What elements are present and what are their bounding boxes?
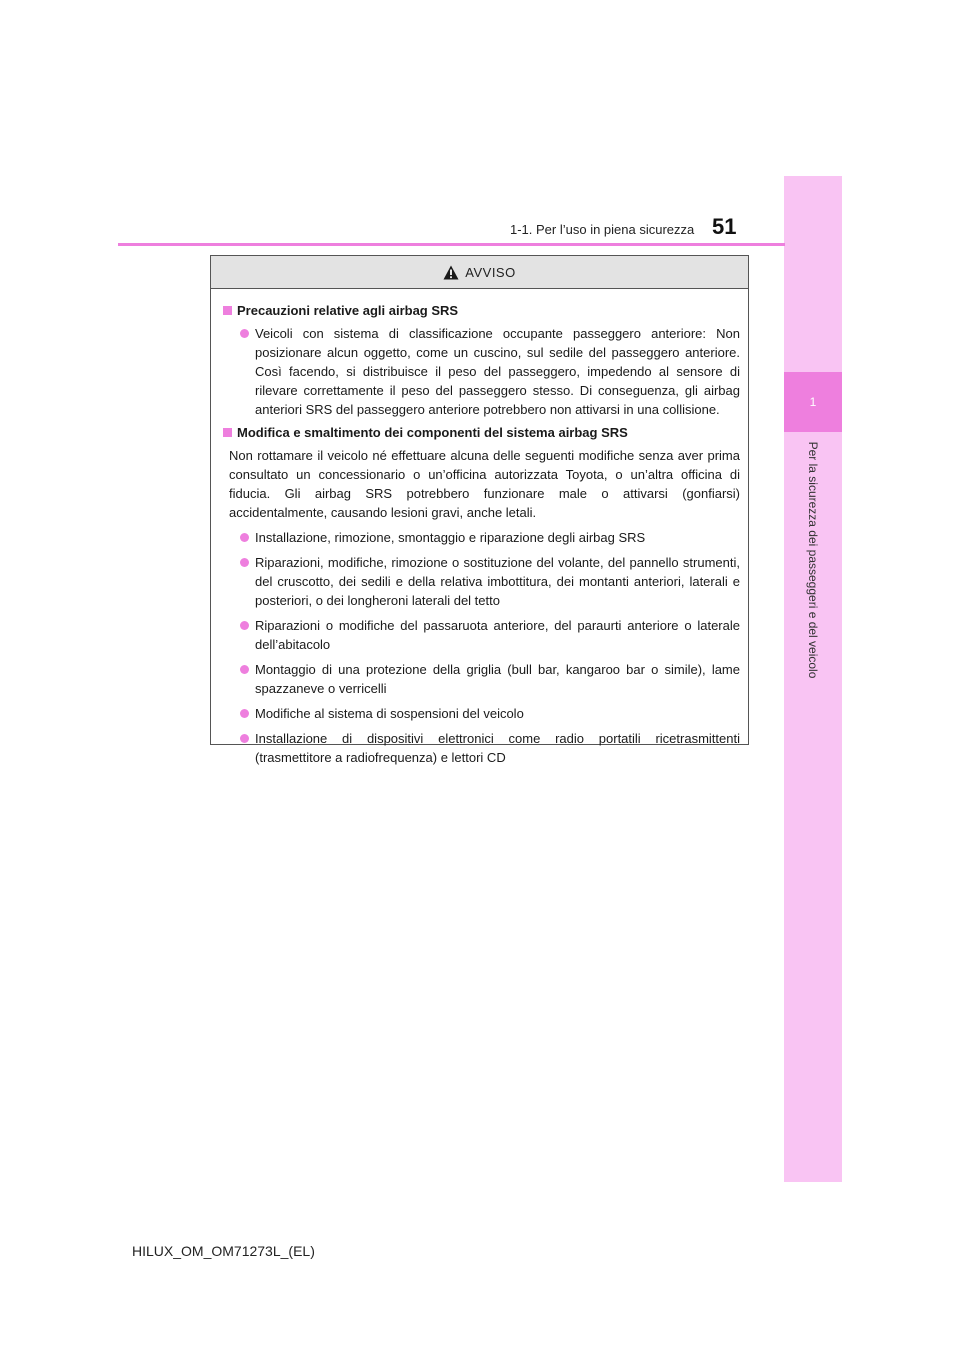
warning-header	[211, 256, 748, 289]
section-heading	[223, 423, 740, 442]
list-item	[223, 616, 740, 654]
warning-triangle-icon	[443, 265, 459, 280]
square-bullet-icon	[223, 306, 232, 315]
round-bullet-icon	[240, 665, 249, 674]
header-rule	[118, 243, 785, 246]
list-item	[223, 704, 740, 723]
round-bullet-icon	[240, 558, 249, 567]
list-item	[223, 729, 740, 767]
round-bullet-icon	[240, 709, 249, 718]
list-item-text: Installazione, rimozione, smontaggio e riparazione degli airbag SRS	[255, 530, 646, 545]
round-bullet-icon	[240, 329, 249, 338]
list-item-text: Modifiche al sistema di sospensioni del veicolo	[255, 706, 524, 721]
section-heading-text: Precauzioni relative agli airbag SRS	[237, 303, 459, 318]
warning-label: AVVISO	[465, 264, 516, 280]
round-bullet-icon	[240, 621, 249, 630]
chapter-title: Per la sicurezza dei passeggeri e del veicolo	[806, 441, 820, 679]
warning-body	[211, 289, 748, 767]
page-number: 51	[712, 214, 737, 239]
list-item-text: Riparazioni, modifiche, rimozione o sostituzione del volante, del pannello strumenti, del cruscotto, dei sedili e della relativa imbottitura, dei montanti anteriori, laterali e posteriori, o dei longheroni laterali del tetto	[255, 555, 740, 608]
section-paragraph: Non rottamare il veicolo né effettuare alcuna delle seguenti modifiche senza aver prima consultato un concessionario o un’officina autorizzata Toyota, o un’altra officina di fiducia. Gli airbag SRS potrebbero funzionare male o attivarsi (gonfiarsi) accidentalmente, causando lesioni gravi, anche letali.	[229, 448, 740, 520]
section-heading	[223, 301, 740, 320]
chapter-number-tab	[784, 372, 842, 432]
round-bullet-icon	[240, 533, 249, 542]
document-code: HILUX_OM_OM71273L_(EL)	[132, 1243, 315, 1259]
list-item	[223, 553, 740, 610]
section-title: 1-1. Per l’uso in piena sicurezza	[510, 222, 695, 237]
list-item-text: Veicoli con sistema di classificazione occupante passeggero anteriore: Non posizionare alcun oggetto, come un cuscino, sul sedile del passeggero anteriore. Così facendo, si distribuisce il peso del passeggero, impedendo al sensore di rilevare correttamente il peso del passeggero stesso. Di conseguenza, gli airbag anteriori SRS del passeggero anteriore potrebbero non attivarsi in una collisione.	[255, 326, 740, 417]
section-heading-text: Modifica e smaltimento dei componenti del sistema airbag SRS	[237, 425, 628, 440]
list-item	[223, 324, 740, 419]
list-item-text: Montaggio di una protezione della griglia (bull bar, kangaroo bar o simile), lame spazzaneve o verricelli	[255, 662, 740, 696]
chapter-side-tab	[784, 176, 842, 1182]
list-item	[223, 660, 740, 698]
round-bullet-icon	[240, 734, 249, 743]
square-bullet-icon	[223, 428, 232, 437]
chapter-number: 1	[809, 395, 817, 409]
list-item-text: Riparazioni o modifiche del passaruota anteriore, del paraurti anteriore o laterale dell’abitacolo	[255, 618, 740, 652]
warning-box	[210, 255, 749, 765]
list-item-text: Installazione di dispositivi elettronici come radio portatili ricetrasmittenti (trasmettitore a radiofrequenza) e lettori CD	[255, 731, 740, 765]
list-item	[223, 528, 740, 547]
